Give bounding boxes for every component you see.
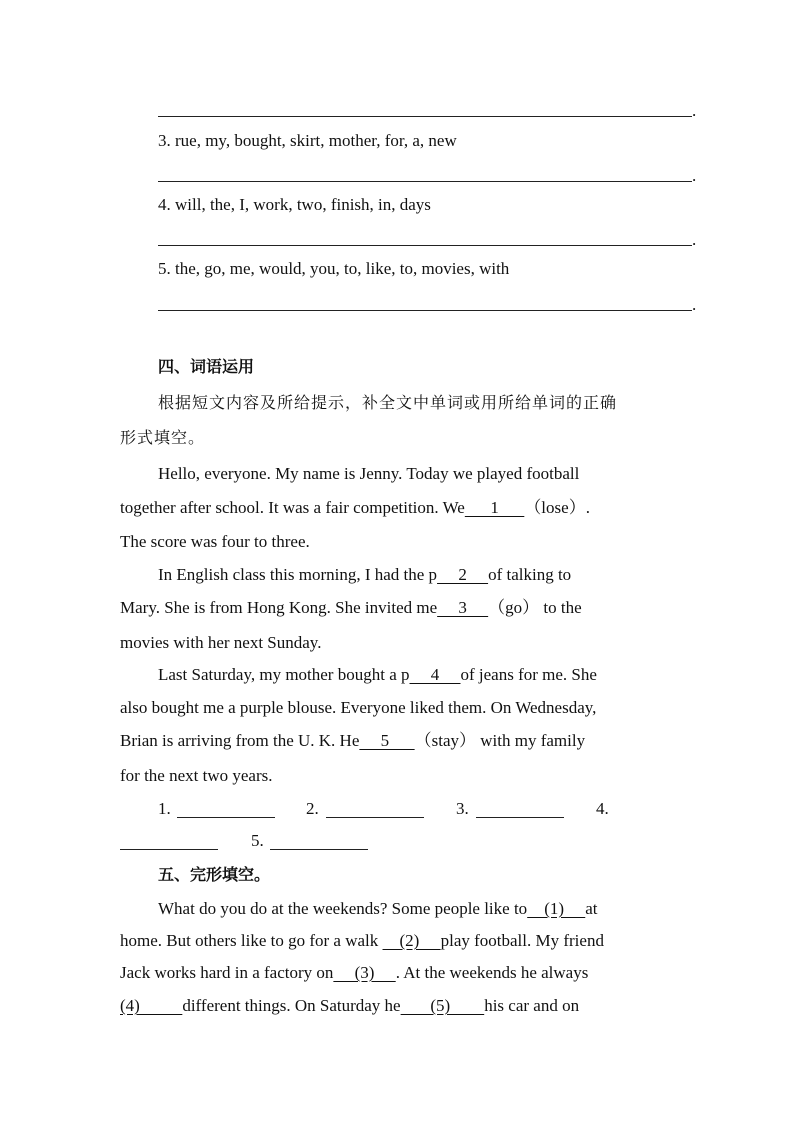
instruction-line-1: 根据短文内容及所给提示，补全文中单词或用所给单词的正确 <box>158 393 618 412</box>
passage-line: movies with her next Sunday. <box>120 633 322 652</box>
item-4: 4. will, the, I, work, two, finish, in, days <box>158 195 431 214</box>
cloze-blank-1[interactable]: (1) <box>527 899 586 918</box>
answer-line-5 <box>158 310 692 311</box>
item-3: 3. rue, my, bought, skirt, mother, for, a, new <box>158 131 457 150</box>
passage-line: also bought me a purple blouse. Everyone liked them. On Wednesday, <box>120 698 597 717</box>
passage-line: Mary. She is from Hong Kong. She invited me 3 （go） to the <box>120 598 582 617</box>
cloze-blank-2[interactable]: (2) <box>382 931 441 950</box>
period: . <box>692 166 697 185</box>
answer-field-1[interactable] <box>177 817 275 818</box>
passage-line: In English class this morning, I had the p 2 of talking to <box>158 565 572 584</box>
answer-label-2: 2. <box>306 799 319 818</box>
answer-label-3: 3. <box>456 799 469 818</box>
blank-1[interactable]: 1 <box>464 498 525 517</box>
cloze-blank-3[interactable]: (3) <box>333 963 396 982</box>
passage-line: together after school. It was a fair competition. We 1 （lose）. <box>120 498 590 517</box>
period: . <box>692 295 697 314</box>
cloze-blank-4[interactable]: (4) <box>120 996 183 1015</box>
passage-line: (4) different things. On Saturday he (5) his car and on <box>120 996 580 1015</box>
answer-line-4 <box>158 245 692 246</box>
blank-4[interactable]: 4 <box>409 665 461 684</box>
passage-line: What do you do at the weekends? Some people like to (1) at <box>158 899 598 918</box>
answer-field-2[interactable] <box>326 817 424 818</box>
passage-line: Jack works hard in a factory on (3) . At the weekends he always <box>120 963 589 982</box>
answer-field-3[interactable] <box>476 817 564 818</box>
passage-line: Last Saturday, my mother bought a p 4 of jeans for me. She <box>158 665 597 684</box>
passage-line: home. But others like to go for a walk (2) play football. My friend <box>120 931 604 950</box>
answer-line-3 <box>158 181 692 182</box>
blank-2[interactable]: 2 <box>437 565 489 584</box>
answer-label-5: 5. <box>251 831 264 850</box>
period: . <box>692 101 697 120</box>
period: . <box>692 230 697 249</box>
blank-3[interactable]: 3 <box>437 598 489 617</box>
passage-line: The score was four to three. <box>120 532 310 551</box>
passage-line: for the next two years. <box>120 766 273 785</box>
passage-line: Hello, everyone. My name is Jenny. Today we played football <box>158 464 580 483</box>
passage-line: Brian is arriving from the U. K. He 5 （stay） with my family <box>120 731 586 750</box>
section-4-heading: 四、词语运用 <box>158 357 255 376</box>
cloze-blank-5[interactable]: (5) <box>400 996 485 1015</box>
answer-line-2 <box>158 116 692 117</box>
answer-label-4: 4. <box>596 799 609 818</box>
answer-label-1: 1. <box>158 799 171 818</box>
answer-field-4[interactable] <box>120 849 218 850</box>
instruction-line-2: 形式填空。 <box>120 428 206 447</box>
item-5: 5. the, go, me, would, you, to, like, to, movies, with <box>158 259 510 278</box>
section-5-heading: 五、完形填空。 <box>158 865 271 884</box>
blank-5[interactable]: 5 <box>359 731 415 750</box>
answer-field-5[interactable] <box>270 849 368 850</box>
